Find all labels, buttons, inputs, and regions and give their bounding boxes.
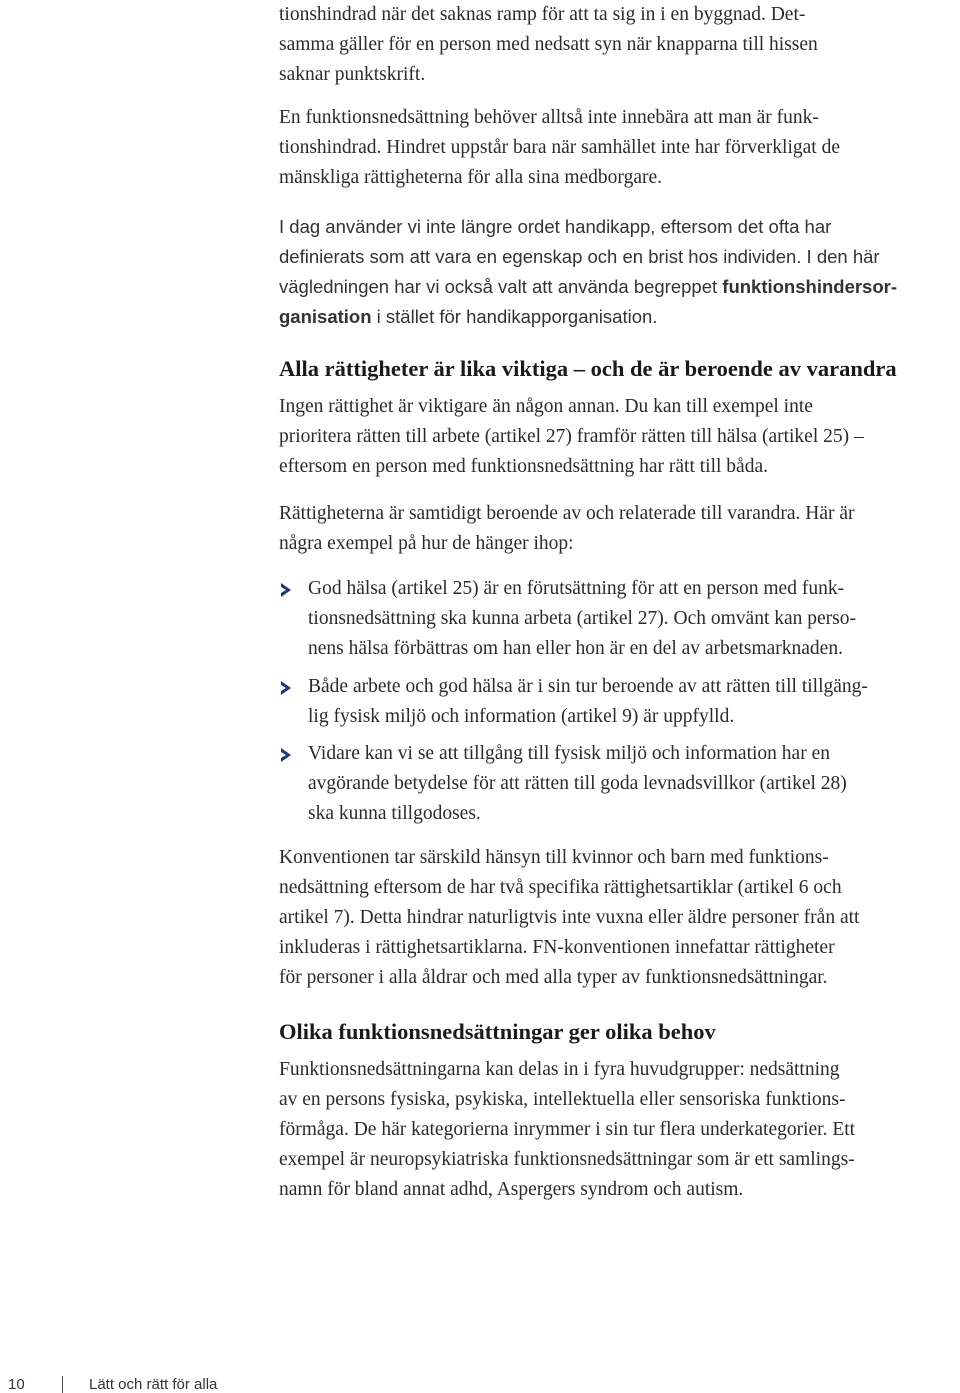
text-line: definierats som att vara en egenskap och en brist hos individen. I den här	[279, 246, 880, 267]
page-footer	[0, 1376, 960, 1393]
text-line: samma gäller för en person med nedsatt syn när knapparna till hissen	[279, 34, 818, 55]
intro-paragraph-2	[279, 103, 960, 193]
text-line: Både arbete och god hälsa är i sin tur beroende av att rätten till tillgäng-	[308, 676, 868, 697]
text-line: av en persons fysiska, psykiska, intellektuella eller sensoriska funktions-	[279, 1089, 846, 1110]
text-line: namn för bland annat adhd, Aspergers syndrom och autism.	[279, 1179, 744, 1200]
text-line: artikel 7). Detta hindrar naturligtvis inte vuxna eller äldre personer från att	[279, 907, 860, 928]
text-line: inkluderas i rättighetsartiklarna. FN-konventionen innefattar rättigheter	[279, 937, 835, 958]
bold-term: funktionshindersor-	[722, 276, 898, 297]
text-line: I dag använder vi inte längre ordet handikapp, eftersom det ofta har	[279, 216, 832, 237]
bullet-text	[308, 672, 960, 732]
text-line	[279, 302, 960, 332]
bold-term: ganisation	[279, 306, 372, 327]
bullet-item	[279, 672, 960, 732]
text-line: Vidare kan vi se att tillgång till fysisk miljö och information har en	[308, 743, 830, 764]
text-line: eftersom en person med funktionsnedsättning har rätt till båda.	[279, 456, 768, 477]
text-line: tionshindrad. Hindret uppstår bara när samhället inte har förverkligat de	[279, 137, 840, 158]
text-fragment: vägledningen har vi också valt att använda begreppet	[279, 276, 723, 297]
text-line	[279, 272, 960, 302]
text-line: Funktionsnedsättningarna kan delas in i fyra huvudgrupper: nedsättning	[279, 1059, 840, 1080]
text-line: exempel är neuropsykiatriska funktionsnedsättningar som är ett samlings-	[279, 1149, 855, 1170]
text-line: tionsnedsättning ska kunna arbeta (artikel 27). Och omvänt kan perso-	[308, 608, 857, 629]
bullet-text	[308, 739, 960, 829]
intro-paragraph-3	[279, 212, 960, 332]
bullet-text	[308, 574, 960, 664]
bullet-item	[279, 739, 960, 829]
text-line: för personer i alla åldrar och med alla typer av funktionsnedsättningar.	[279, 967, 828, 988]
rights-paragraph-2	[279, 499, 960, 559]
footer-divider	[62, 1376, 63, 1393]
page-number: 10	[8, 1376, 25, 1393]
text-line: tionshindrad när det saknas ramp för att ta sig in i en byggnad. Det-	[279, 4, 806, 25]
publication-title: Lätt och rätt för alla	[89, 1376, 218, 1393]
text-line: saknar punktskrift.	[279, 64, 426, 85]
chevron-right-icon	[279, 748, 293, 762]
text-line: nens hälsa förbättras om han eller hon är en del av arbetsmarknaden.	[308, 638, 843, 659]
text-line: avgörande betydelse för att rätten till goda levnadsvillkor (artikel 28)	[308, 773, 847, 794]
text-line: Rättigheterna är samtidigt beroende av och relaterade till varandra. Här är	[279, 503, 855, 524]
text-line: Konventionen tar särskild hänsyn till kvinnor och barn med funktions-	[279, 847, 829, 868]
text-line: några exempel på hur de hänger ihop:	[279, 533, 574, 554]
needs-paragraph-1	[279, 1055, 960, 1205]
text-line: En funktionsnedsättning behöver alltså inte innebära att man är funk-	[279, 107, 819, 128]
intro-paragraph-1	[279, 0, 960, 90]
text-line: prioritera rätten till arbete (artikel 27) framför rätten till hälsa (artikel 25) –	[279, 426, 864, 447]
bullet-item	[279, 574, 960, 664]
text-line: ska kunna tillgodoses.	[308, 803, 481, 824]
text-line: God hälsa (artikel 25) är en förutsättning för att en person med funk-	[308, 578, 845, 599]
text-line: lig fysisk miljö och information (artikel 9) är uppfylld.	[308, 706, 735, 727]
chevron-right-icon	[279, 583, 293, 597]
text-line: nedsättning eftersom de har två specifika rättighetsartiklar (artikel 6 och	[279, 877, 842, 898]
section-heading-rights: Alla rättigheter är lika viktiga – och de är beroende av varandra	[279, 356, 897, 381]
rights-paragraph-1	[279, 392, 960, 482]
text-line: förmåga. De här kategorierna inrymmer i sin tur flera underkategorier. Ett	[279, 1119, 856, 1140]
chevron-right-icon	[279, 681, 293, 695]
text-line: mänskliga rättigheterna för alla sina medborgare.	[279, 167, 662, 188]
rights-paragraph-3	[279, 843, 960, 993]
section-heading-needs: Olika funktionsnedsättningar ger olika behov	[279, 1019, 716, 1044]
text-fragment: i stället för handikapporganisation.	[371, 306, 658, 327]
text-line: Ingen rättighet är viktigare än någon annan. Du kan till exempel inte	[279, 396, 813, 417]
